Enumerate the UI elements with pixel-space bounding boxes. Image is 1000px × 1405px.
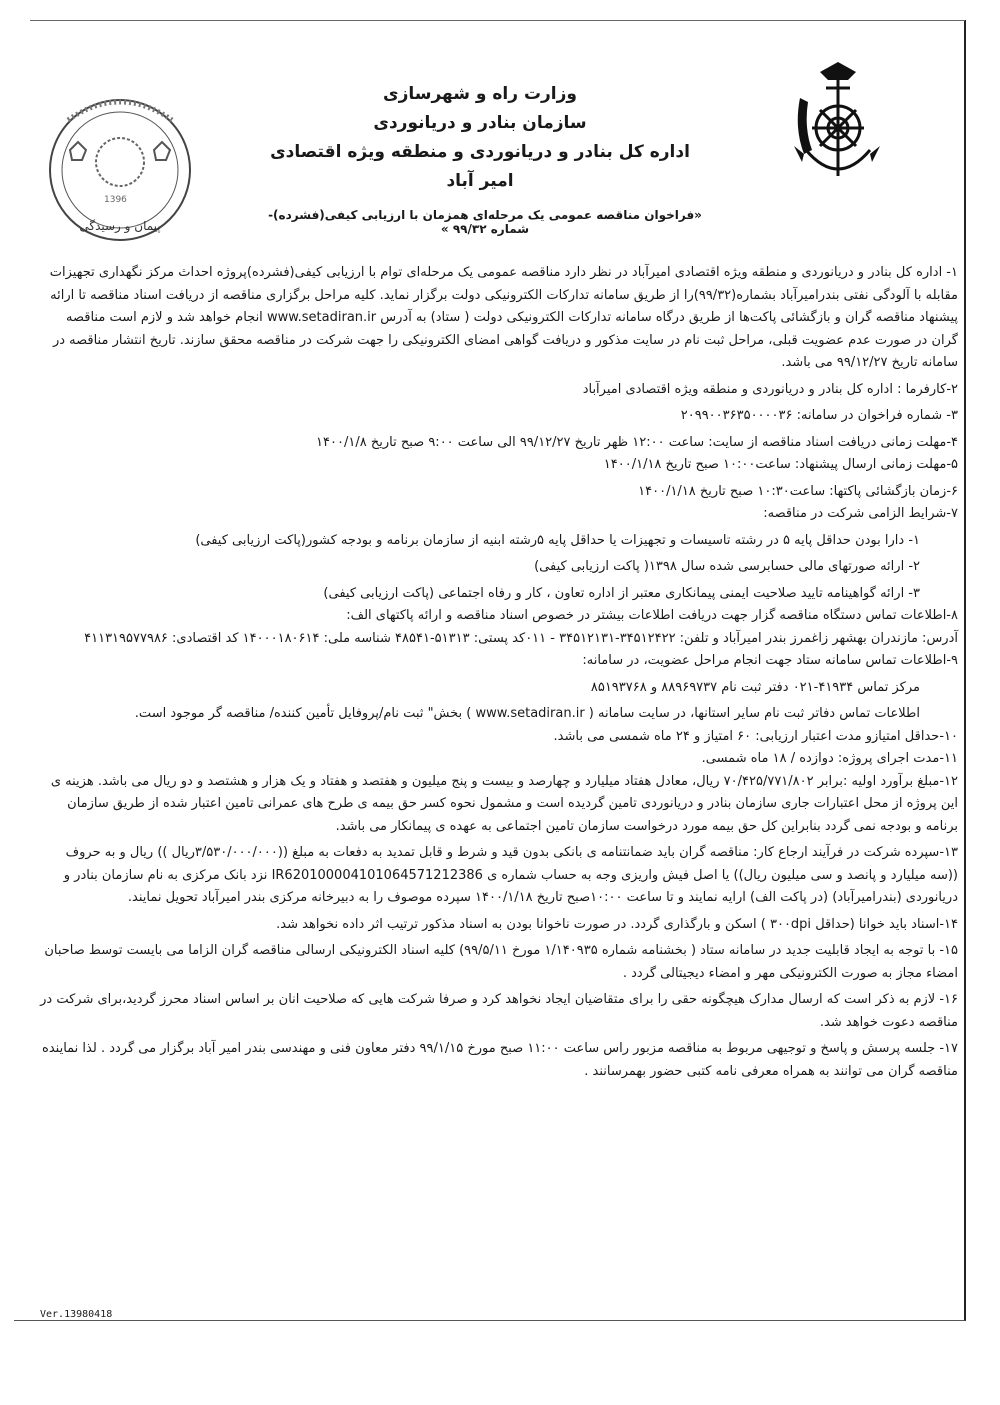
tender-body (40, 262, 958, 1083)
registration-offices: اطلاعات تماس دفاتر ثبت نام سایر استانها، در سایت سامانه ( www.setadiran.ir ) بخش" ثبت نام/پروفایل تأمین کننده/ مناقصه گر موجود است. (134, 706, 920, 721)
clause-5: ۵-مهلت زمانی ارسال پیشنهاد: ساعت۱۰:۰۰ صبح تاریخ ۱۴۰۰/۱/۱۸ (603, 457, 958, 472)
clause-9: ۹-اطلاعات تماس سامانه ستاد جهت انجام مراحل عضویت، در سامانه: (582, 653, 958, 668)
official-stamp (40, 90, 200, 250)
clause-11: ۱۱-مدت اجرای پروژه: دوازده / ۱۸ ماه شمسی. (701, 751, 958, 766)
clause-15: ۱۵- با توجه به ایجاد قابلیت جدید در سامانه ستاد ( بخشنامه شماره ۱/۱۴۰۹۳۵ مورخ ۹۹/۵/۱۱) کلیه اسناد الکترونیکی ارسالی مناقصه گران الزاما می بایست توسط صاحبان امضاء مجاز به صورت الکترونیکی مهر و امضاء دیجیتالی گردد . (44, 943, 958, 981)
clause-1: ۱- اداره کل بنادر و دریانوردی و منطقه ویژه اقتصادی امیرآباد در نظر دارد مناقصه عمومی یک مرحله‌ای توام با ارزیابی کیفی(فشرده)پروژه احداث مرکز نگهداری تجهیزات مقابله با آلودگی نفتی بندرامیرآباد بشماره(۹۹/۳۲)را از طریق سامانه تدارکات الکترونیکی دولت برگزار نماید. کلیه مراحل برگزاری مناقصه از دریافت اسناد مناقصه تا ارائه پیشنهاد مناقصه گران و بازگشائی پاکت‌ها از طریق درگاه سامانه تدارکات الکترونیکی دولت ( ستاد) به آدرس www.setadiran.ir انجام خواهد شد و لازم است مناقصه گران در صورت عدم عضویت قبلی، مراحل ثبت نام در سایت مذکور و دریافت گواهی امضای الکترونیکی را جهت شرکت در مناقصه محقق سازند. تاریخ انتشار مناقصه در سامانه تاریخ ۹۹/۱۲/۲۷ می باشد. (49, 265, 958, 370)
clause-4: ۴-مهلت زمانی دریافت اسناد مناقصه از سایت: ساعت ۱۲:۰۰ ظهر تاریخ ۹۹/۱۲/۲۷ الی ساعت ۹:۰۰ صبح تاریخ ۱۴۰۰/۱/۸ (316, 434, 958, 450)
condition-1: ۱- دارا بودن حداقل پایه ۵ در رشته تاسیسات و تجهیزات یا حداقل پایه ۵رشته ابنیه از سازمان برنامه و بودجه کشور(پاکت ارزیابی کیفی) (195, 532, 920, 548)
clause-12: ۱۲-مبلغ برآورد اولیه :برابر ۷۰/۴۲۵/۷۷۱/۸۰۲ ریال، معادل هفتاد میلیارد و چهارصد و بیست و پنج میلیون و هفتصد و هفتاد و یک هزار و هشتصد و دو ریال می باشد. هزینه ی این پروژه از محل اعتبارات جاری سازمان بنادر و دریانوردی تامین گردیده است و مشمول نحوه کسر حق بیمه ی طرح های عمرانی تامین اعتبار شده از طریق سازمان برنامه و بودجه نمی گردد بنابراین کل حق بیمه مورد درخواست سازمان تامین اجتماعی به عهده ی پیمانکار می باشد. (50, 773, 958, 834)
clause-6: ۶-زمان بازگشائی پاکتها: ساعت۱۰:۳۰ صبح تاریخ ۱۴۰۰/۱/۱۸ (638, 483, 958, 499)
clause-10: ۱۰-حداقل امتیازو مدت اعتبار ارزیابی: ۶۰ امتیاز و ۲۴ ماه شمسی می باشد. (553, 728, 958, 744)
clause-13: ۱۳-سپرده شرکت در فرآیند ارجاع کار: مناقصه گران باید ضمانتنامه ی بانکی بدون قید و شرط و قابل تمدید به دفعات به مبلغ ((۳/۵۳۰/۰۰۰/۰۰۰ریال )) ریال و به حروف ((سه میلیارد و پانصد و سی میلیون ریال)) یا اصل فیش واریزی وجه به حساب شماره ی IR620100004101064571212386 نزد بانک مرکزی به نام سازمان بنادر و دریانوردی (بندرامیرآباد) (در پاکت الف) ارایه نمایند و تا ساعت ۱۰:۰۰صبح تاریخ ۱۴۰۰/۱/۱۸ سپرده موصوف را به دبیرخانه مرکزی بندر امیرآباد تحویل نمایند. (63, 845, 958, 905)
clause-17: ۱۷- جلسه پرسش و پاسخ و توجیهی مربوط به مناقصه مزبور راس ساعت ۱۱:۰۰ صبح مورخ ۹۹/۱/۱۵ دفتر معاون فنی و مهندسی بندر امیر آباد برگزار می گردد . لذا نماینده مناقصه گران می توانند به همراه معرفی نامه کتبی حضور بهمرسانند . (42, 1041, 958, 1079)
clause-14: ۱۴-اسناد باید خوانا (حداقل ۳۰۰dpi ) اسکن و بارگذاری گردد. در صورت ناخوانا بودن به اسناد مذکور ترتیب اثر داده نخواهد شد. (276, 916, 958, 932)
stamp-text: پیمان و رسیدگی (79, 219, 161, 233)
clause-7: ۷-شرایط الزامی شرکت در مناقصه: (763, 506, 958, 521)
contact-address: آدرس: مازندران بهشهر زاغمرز بندر امیرآباد و تلفن: ۳۴۵۱۲۴۲۲-۳۴۵۱۲۱۳۱ - ۰۱۱کد پستی: ۵۱۳۱۳-۴۸۵۴۱ شناسه ملی: ۱۴۰۰۰۱۸۰۶۱۴ کد اقتصادی: ۴۱۱۳۱۹۵۷۷۹۸۶ (84, 630, 958, 646)
top-rule (30, 20, 965, 21)
letterhead (260, 80, 700, 196)
version-label: Ver.13980418 (40, 1309, 113, 1320)
organization-name: سازمان بنادر و دریانوردی (373, 113, 587, 133)
svg-text:1396: 1396 (104, 195, 127, 205)
condition-3: ۳- ارائه گواهینامه تایید صلاحیت ایمنی پیمانکاری معتبر از اداره تعاون ، کار و رفاه اجتماعی (پاکت ارزیابی کیفی) (323, 585, 920, 601)
department-name: اداره کل بنادر و دریانوردی و منطقه ویژه اقتصادی امیر آباد (270, 142, 690, 191)
tender-title: «فراخوان مناقصه عمومی یک مرحله‌ای همزمان با ارزیابی کیفی(فشرده)- شماره ۹۹/۳۲ » (268, 208, 702, 236)
clause-3: ۳- شماره فراخوان در سامانه: ۲۰۹۹۰۰۳۶۳۵۰۰۰۰۳۶ (680, 408, 958, 423)
anchor-emblem-icon (790, 58, 880, 188)
clause-8: ۸-اطلاعات تماس دستگاه مناقصه گزار جهت دریافت اطلاعات بیشتر در خصوص اسناد مناقصه و ارائه پاکتهای الف: (346, 608, 958, 623)
clause-2: ۲-کارفرما : اداره کل بنادر و دریانوردی و منطقه ویژه اقتصادی امیرآباد (582, 381, 958, 397)
setad-contact: مرکز تماس ۴۱۹۳۴-۰۲۱ دفتر ثبت نام ۸۸۹۶۹۷۳۷ و ۸۵۱۹۳۷۶۸ (590, 679, 920, 695)
ministry-name: وزارت راه و شهرسازی (382, 84, 577, 104)
clause-16: ۱۶- لازم به ذکر است که ارسال مدارک هیچگونه حقی را برای متقاضیان ایجاد نخواهد کرد و صرفا شرکت هایی که صلاحیت انان بر اساس اسناد محرز گردید،برای شرکت در مناقصه دعوت خواهد شد. (40, 992, 958, 1030)
condition-2: ۲- ارائه صورتهای مالی حسابرسی شده سال ۱۳۹۸( پاکت ارزیابی کیفی) (534, 559, 920, 574)
